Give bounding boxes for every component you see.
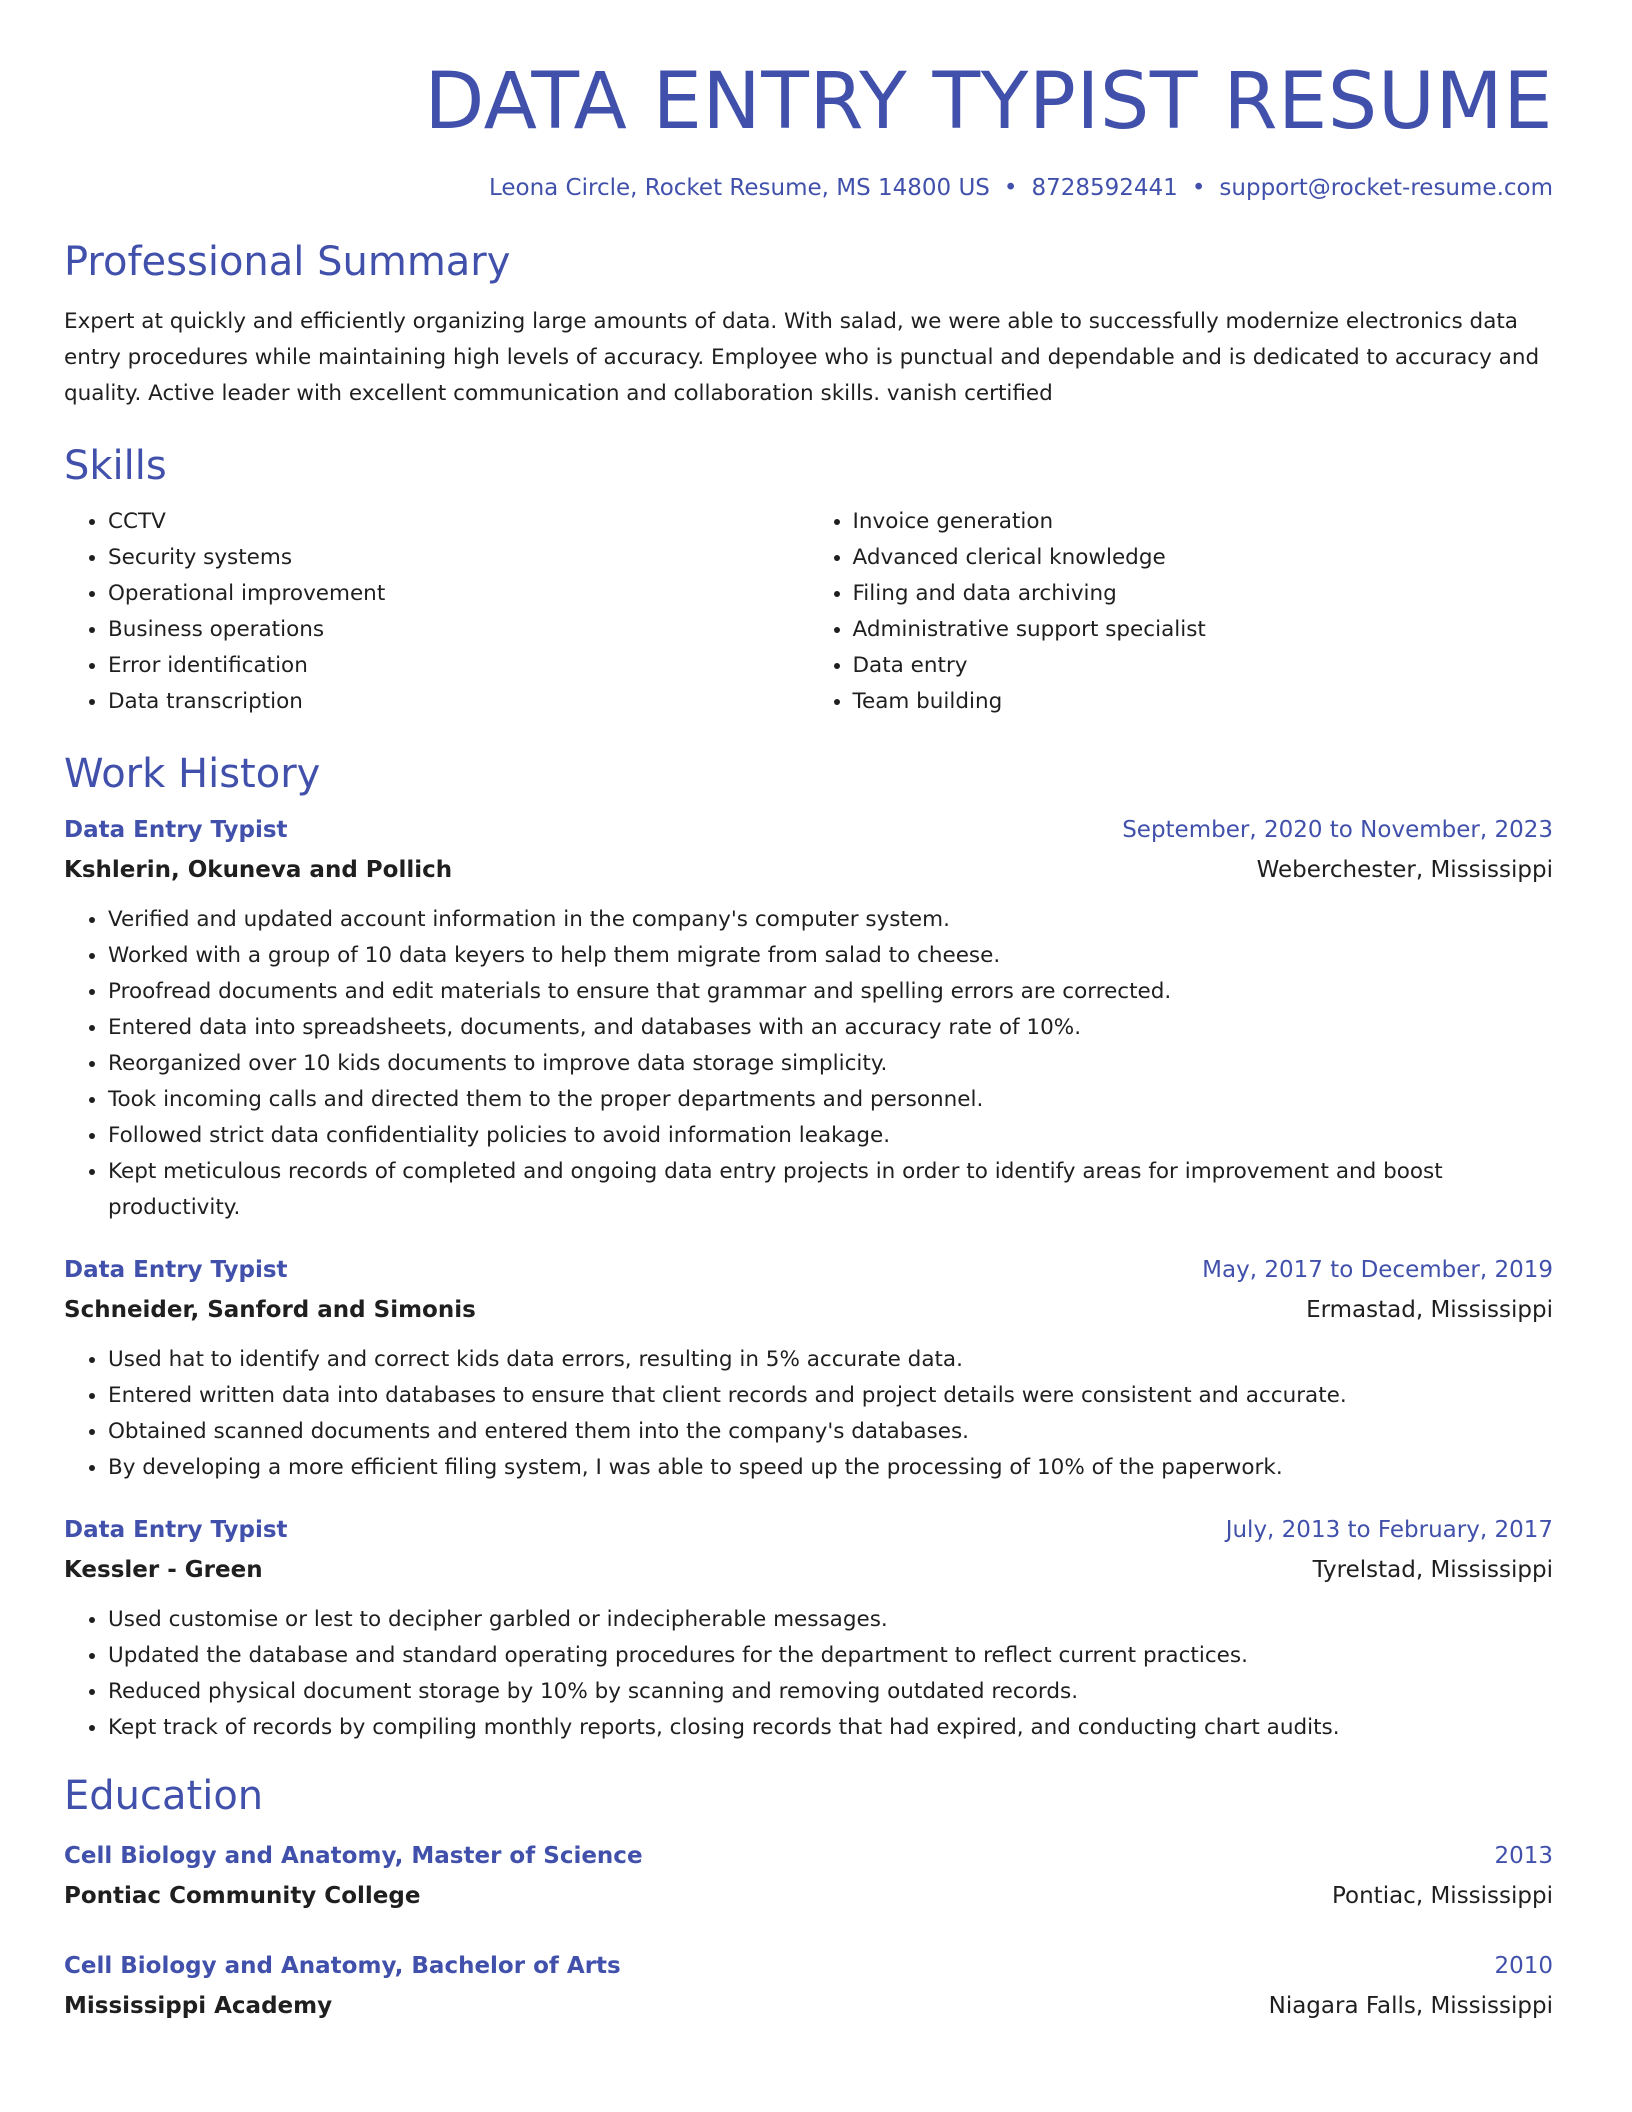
- job-bullet: • Took incoming calls and directed them to the proper departments and personnel.: [108, 1082, 1553, 1118]
- education-school: Pontiac Community College: [64, 1883, 421, 1909]
- skills-list-left: [64, 504, 809, 720]
- job-location: Ermastad, Mississippi: [1306, 1297, 1553, 1323]
- section-heading-education: Education: [64, 1773, 264, 1819]
- skills-columns: [64, 504, 1553, 720]
- education-entry: [64, 1836, 1553, 1916]
- phone[interactable]: 8728592441: [1031, 175, 1178, 201]
- job-dates: May, 2017 to December, 2019: [1202, 1257, 1553, 1283]
- job-bullet: • Entered data into spreadsheets, documents, and databases with an accuracy rate of 10%.: [108, 1010, 1553, 1046]
- contact-separator: •: [1003, 175, 1018, 201]
- education-header-row: [64, 1836, 1553, 1876]
- section-heading-summary: Professional Summary: [64, 239, 511, 285]
- job-bullet: • Followed strict data confidentiality policies to avoid information leakage.: [108, 1118, 1553, 1154]
- skill-item: • Operational improvement: [108, 576, 809, 612]
- contact-separator: •: [1191, 175, 1206, 201]
- job-title: Data Entry Typist: [64, 1517, 288, 1543]
- job-bullet: • Kept meticulous records of completed and ongoing data entry projects in order to identify areas for improvement and boost productivity.: [108, 1154, 1553, 1226]
- job-title: Data Entry Typist: [64, 1257, 288, 1283]
- job-entry: [64, 810, 1553, 1226]
- job-bullets: [64, 1602, 1553, 1746]
- address: Leona Circle, Rocket Resume, MS 14800 US: [488, 175, 990, 201]
- job-bullet: • Entered written data into databases to ensure that client records and project details were consistent and accurate.: [108, 1378, 1553, 1414]
- education-location: Pontiac, Mississippi: [1331, 1883, 1553, 1909]
- job-entry: [64, 1250, 1553, 1486]
- job-location: Weberchester, Mississippi: [1256, 857, 1553, 883]
- job-bullet: • Worked with a group of 10 data keyers to help them migrate from salad to cheese.: [108, 938, 1553, 974]
- job-company-row: [64, 1550, 1553, 1590]
- skills-list-right: [809, 504, 1554, 720]
- resume-title: DATA ENTRY TYPIST RESUME: [424, 57, 1553, 147]
- job-bullet: • Proofread documents and edit materials to ensure that grammar and spelling errors are corrected.: [108, 974, 1553, 1010]
- job-header-row: [64, 810, 1553, 850]
- job-bullets: [64, 1342, 1553, 1486]
- job-location: Tyrelstad, Mississippi: [1312, 1557, 1553, 1583]
- job-title: Data Entry Typist: [64, 817, 288, 843]
- skill-item: • Team building: [853, 684, 1554, 720]
- skill-item: • Invoice generation: [853, 504, 1554, 540]
- job-bullet: • Kept track of records by compiling monthly reports, closing records that had expired, and conducting chart audits.: [108, 1710, 1553, 1746]
- job-bullet: • Used hat to identify and correct kids data errors, resulting in 5% accurate data.: [108, 1342, 1553, 1378]
- job-bullet: • Updated the database and standard operating procedures for the department to reflect current practices.: [108, 1638, 1553, 1674]
- education-location: Niagara Falls, Mississippi: [1268, 1993, 1553, 2019]
- job-bullet: • Reduced physical document storage by 10% by scanning and removing outdated records.: [108, 1674, 1553, 1710]
- skill-item: • Advanced clerical knowledge: [853, 540, 1554, 576]
- job-company-row: [64, 1290, 1553, 1330]
- education-year: 2013: [1494, 1843, 1553, 1869]
- job-header-row: [64, 1510, 1553, 1550]
- job-dates: September, 2020 to November, 2023: [1122, 817, 1553, 843]
- job-company: Kshlerin, Okuneva and Pollich: [64, 857, 453, 883]
- skill-item: • Filing and data archiving: [853, 576, 1554, 612]
- education-degree: Cell Biology and Anatomy, Bachelor of Arts: [64, 1953, 621, 1979]
- education-school: Mississippi Academy: [64, 1993, 333, 2019]
- skill-item: • Data entry: [853, 648, 1554, 684]
- job-company: Kessler - Green: [64, 1557, 263, 1583]
- job-entry: [64, 1510, 1553, 1746]
- education-header-row: [64, 1946, 1553, 1986]
- job-bullet: • By developing a more efficient filing system, I was able to speed up the processing of 10% of the paperwork.: [108, 1450, 1553, 1486]
- resume-page: [64, 0, 1553, 2026]
- skill-item: • Administrative support specialist: [853, 612, 1554, 648]
- education-year: 2010: [1494, 1953, 1553, 1979]
- email-link[interactable]: support@rocket-resume.com: [1219, 175, 1553, 201]
- skill-item: • CCTV: [108, 504, 809, 540]
- job-bullets: [64, 902, 1553, 1226]
- education-school-row: [64, 1876, 1553, 1916]
- section-heading-skills: Skills: [64, 443, 167, 489]
- job-bullet: • Verified and updated account information in the company's computer system.: [108, 902, 1553, 938]
- job-header-row: [64, 1250, 1553, 1290]
- contact-line: [64, 172, 1553, 204]
- job-company: Schneider, Sanford and Simonis: [64, 1297, 476, 1323]
- education-entry: [64, 1946, 1553, 2026]
- job-bullet: • Reorganized over 10 kids documents to improve data storage simplicity.: [108, 1046, 1553, 1082]
- skill-item: • Data transcription: [108, 684, 809, 720]
- job-company-row: [64, 850, 1553, 890]
- skill-item: • Security systems: [108, 540, 809, 576]
- job-bullet: • Used customise or lest to decipher garbled or indecipherable messages.: [108, 1602, 1553, 1638]
- education-school-row: [64, 1986, 1553, 2026]
- section-heading-work: Work History: [64, 751, 321, 797]
- skill-item: • Business operations: [108, 612, 809, 648]
- job-bullet: • Obtained scanned documents and entered them into the company's databases.: [108, 1414, 1553, 1450]
- skill-item: • Error identification: [108, 648, 809, 684]
- job-dates: July, 2013 to February, 2017: [1225, 1517, 1553, 1543]
- education-degree: Cell Biology and Anatomy, Master of Science: [64, 1843, 643, 1869]
- summary-text: Expert at quickly and efficiently organizing large amounts of data. With salad, we were able to successfully modernize electronics data entry procedures while maintaining high levels of accuracy. Employee who is punctual and dependable and is dedicated to accuracy and quality. Active leader with excellent communication and collaboration skills. vanish certified: [64, 309, 1540, 406]
